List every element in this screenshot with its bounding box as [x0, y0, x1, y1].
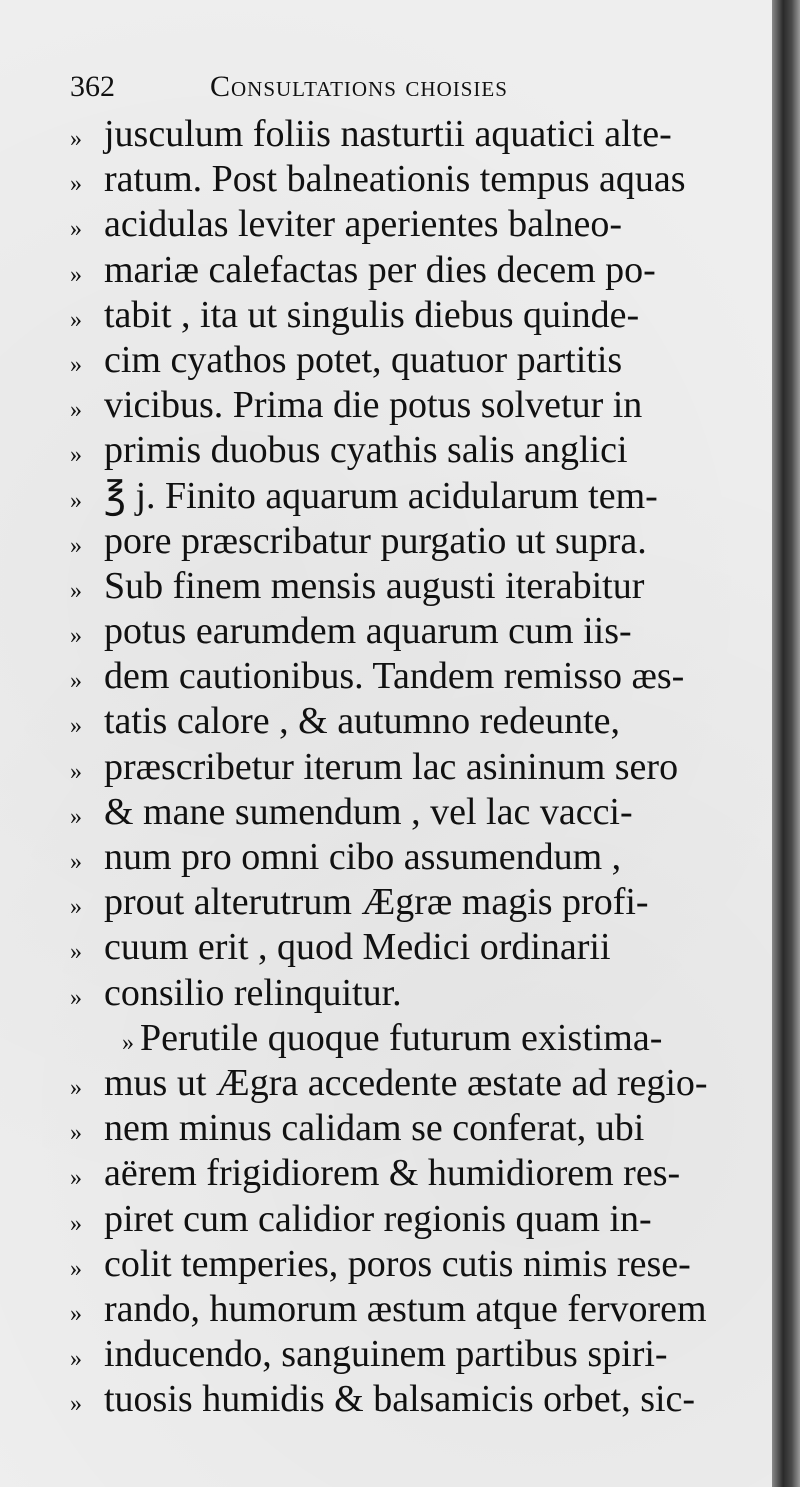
line-text: cuum erit , quod Medici ordinarii: [104, 926, 611, 969]
quotation-mark: »: [70, 1391, 82, 1418]
line-text: mus ut Ægra accedente æstate ad regio-: [104, 1061, 708, 1104]
text-line: [70, 699, 730, 744]
quotation-mark: »: [70, 1165, 82, 1192]
text-line: [70, 1242, 730, 1287]
line-text: nem minus calidam se conferat, ubi: [104, 1107, 645, 1150]
text-line: [70, 338, 730, 383]
quotation-mark: »: [70, 532, 82, 559]
line-text: ratum. Post balneationis tempus aquas: [104, 158, 686, 201]
text-line: [70, 564, 730, 609]
text-block: [70, 112, 730, 1422]
text-line: [70, 474, 730, 519]
quotation-mark: »: [70, 1300, 82, 1327]
page-number: 362: [70, 70, 115, 103]
page-header: [70, 70, 690, 110]
line-text: prout alterutrum Ægræ magis profi-: [104, 881, 649, 924]
quotation-mark: »: [70, 351, 82, 378]
quotation-mark: »: [70, 623, 82, 650]
text-line: [70, 157, 730, 202]
text-line: [70, 248, 730, 293]
running-head: Consultations choisies: [210, 70, 508, 103]
line-text: consilio relinquitur.: [104, 971, 402, 1014]
text-line: [70, 202, 730, 247]
line-text: rando, humorum æstum atque fervorem: [104, 1287, 707, 1330]
line-text: dem cautionibus. Tandem remisso æs-: [104, 655, 685, 698]
quotation-mark: »: [70, 1255, 82, 1282]
line-text: acidulas leviter aperientes balneo-: [104, 203, 623, 246]
quotation-mark: »: [70, 397, 82, 424]
line-text: præscribetur iterum lac asininum sero: [104, 745, 679, 788]
line-text: piret cum calidior regionis quam in-: [104, 1197, 652, 1240]
line-text: primis duobus cyathis salis anglici: [104, 429, 628, 472]
line-text: tabit , ita ut singulis diebus quinde-: [104, 293, 640, 336]
quotation-mark: »: [70, 306, 82, 333]
text-line: [70, 835, 730, 880]
line-text: Sub finem mensis augusti iterabitur: [104, 564, 645, 607]
quotation-mark: »: [70, 171, 82, 198]
text-line: [70, 1287, 730, 1332]
quotation-mark: »: [70, 849, 82, 875]
text-line: [70, 745, 730, 790]
quotation-mark: »: [70, 668, 82, 695]
quotation-mark: »: [70, 442, 82, 469]
quotation-mark: »: [70, 713, 82, 740]
quotation-mark: »: [70, 1346, 82, 1373]
text-line: [70, 609, 730, 654]
quotation-mark: »: [70, 758, 82, 785]
text-line: [70, 971, 730, 1016]
quotation-mark: »: [70, 487, 82, 514]
quotation-mark: »: [70, 261, 82, 288]
text-line: [70, 1377, 730, 1422]
line-text: colit temperies, poros cutis nimis rese-: [104, 1242, 691, 1285]
line-text: ℥ j. Finito aquarum acidularum tem-: [104, 474, 658, 517]
text-line: [70, 519, 730, 564]
quotation-mark: »: [70, 126, 82, 152]
quotation-mark: »: [70, 984, 82, 1011]
text-line: [70, 112, 730, 157]
quotation-mark: »: [70, 1120, 82, 1147]
line-text: mariæ calefactas per dies decem po-: [104, 248, 656, 291]
quotation-mark: »: [70, 577, 82, 604]
line-text: potus earumdem aquarum cum iis-: [104, 610, 632, 653]
line-text: [70, 1016, 662, 1066]
line-text: jusculum foliis nasturtii aquatici alte-: [104, 113, 672, 155]
line-text: tatis calore , & autumno redeunte,: [104, 700, 620, 743]
line-text: cim cyathos potet, quatuor partitis: [104, 338, 623, 381]
text-line: [70, 1332, 730, 1377]
quotation-mark: »: [70, 1210, 82, 1237]
text-line: [70, 1197, 730, 1242]
text-line: [70, 654, 730, 699]
line-text: tuosis humidis & balsamicis orbet, sic-: [104, 1378, 696, 1421]
quotation-mark: »: [70, 939, 82, 966]
line-text: & mane sumendum , vel lac vacci-: [104, 790, 633, 833]
quotation-mark: »: [70, 803, 82, 830]
text-line: [70, 383, 730, 428]
book-gutter: [772, 0, 800, 1487]
text-line: [70, 293, 730, 338]
line-text: vicibus. Prima die potus solvetur in: [104, 384, 643, 427]
line-text: aërem frigidiorem & humidiorem res-: [104, 1152, 681, 1195]
text-line: [70, 1151, 730, 1196]
quotation-mark: »: [70, 1074, 82, 1101]
line-text: num pro omni cibo assumendum ,: [104, 836, 622, 878]
text-line: [70, 1106, 730, 1151]
text-line: [70, 1016, 730, 1061]
line-text: inducendo, sanguinem partibus spiri-: [104, 1333, 668, 1376]
text-line: [70, 790, 730, 835]
line-text-content: Perutile quoque futurum existima-: [140, 1016, 663, 1059]
quotation-mark: »: [122, 1029, 134, 1056]
line-text: pore præscribatur purgatio ut supra.: [104, 519, 647, 562]
text-line: [70, 925, 730, 970]
text-line: [70, 428, 730, 473]
text-line: [70, 1061, 730, 1106]
quotation-mark: »: [70, 894, 82, 921]
quotation-mark: »: [70, 216, 82, 243]
text-line: [70, 880, 730, 925]
